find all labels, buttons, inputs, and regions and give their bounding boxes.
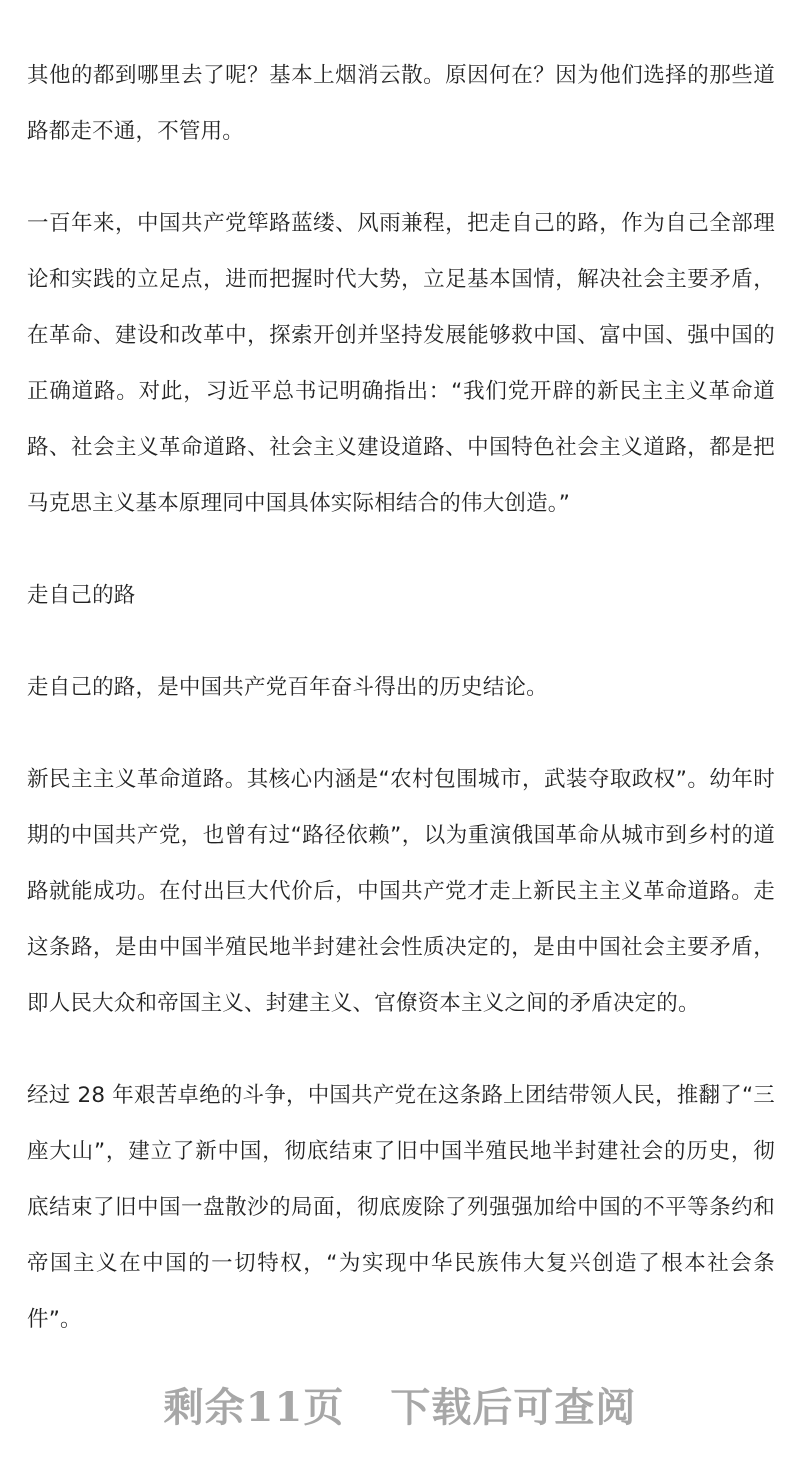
remaining-pages-text: 剩余11页 xyxy=(163,1384,345,1431)
paragraph-1: 其他的都到哪里去了呢？基本上烟消云散。原因何在？因为他们选择的那些道路都走不通，不管用。 xyxy=(27,63,775,144)
paragraph-4: 新民主主义革命道路。其核心内涵是“农村包围城市，武装夺取政权”。幼年时期的中国共产党，也曾有过“路径依赖”，以为重演俄国革命从城市到乡村的道路就能成功。在付出巨大代价后，中国共产党才走上新民主主义革命道路。走这条路，是由中国半殖民地半封建社会性质决定的，是由中国社会主要矛盾，即人民大众和帝国主义、封建主义、官僚资本主义之间的矛盾决定的。 xyxy=(27,767,775,1016)
paragraph-2: 一百年来，中国共产党筚路蓝缕、风雨兼程，把走自己的路，作为自己全部理论和实践的立足点，进而把握时代大势，立足基本国情，解决社会主要矛盾，在革命、建设和改革中，探索开创并坚持发展能够救中国、富中国、强中国的正确道路。对此，习近平总书记明确指出：“我们党开辟的新民主主义革命道路、社会主义革命道路、社会主义建设道路、中国特色社会主义道路，都是把马克思主义基本原理同中国具体实际相结合的伟大创造。” xyxy=(27,211,775,516)
paragraph-3: 走自己的路，是中国共产党百年奋斗得出的历史结论。 xyxy=(27,675,548,700)
download-to-view-text: 下载后可查阅 xyxy=(390,1384,637,1431)
download-prompt[interactable] xyxy=(0,1376,800,1433)
paragraph-5: 经过 28 年艰苦卓绝的斗争，中国共产党在这条路上团结带领人民，推翻了“三座大山”，建立了新中国，彻底结束了旧中国半殖民地半封建社会的历史，彻底结束了旧中国一盘散沙的局面，彻底废除了列强强加给中国的不平等条约和帝国主义在中国的一切特权，“为实现中华民族伟大复兴创造了根本社会条件”。 xyxy=(27,1083,775,1332)
document-body xyxy=(27,48,775,1384)
section-heading: 走自己的路 xyxy=(27,583,136,608)
